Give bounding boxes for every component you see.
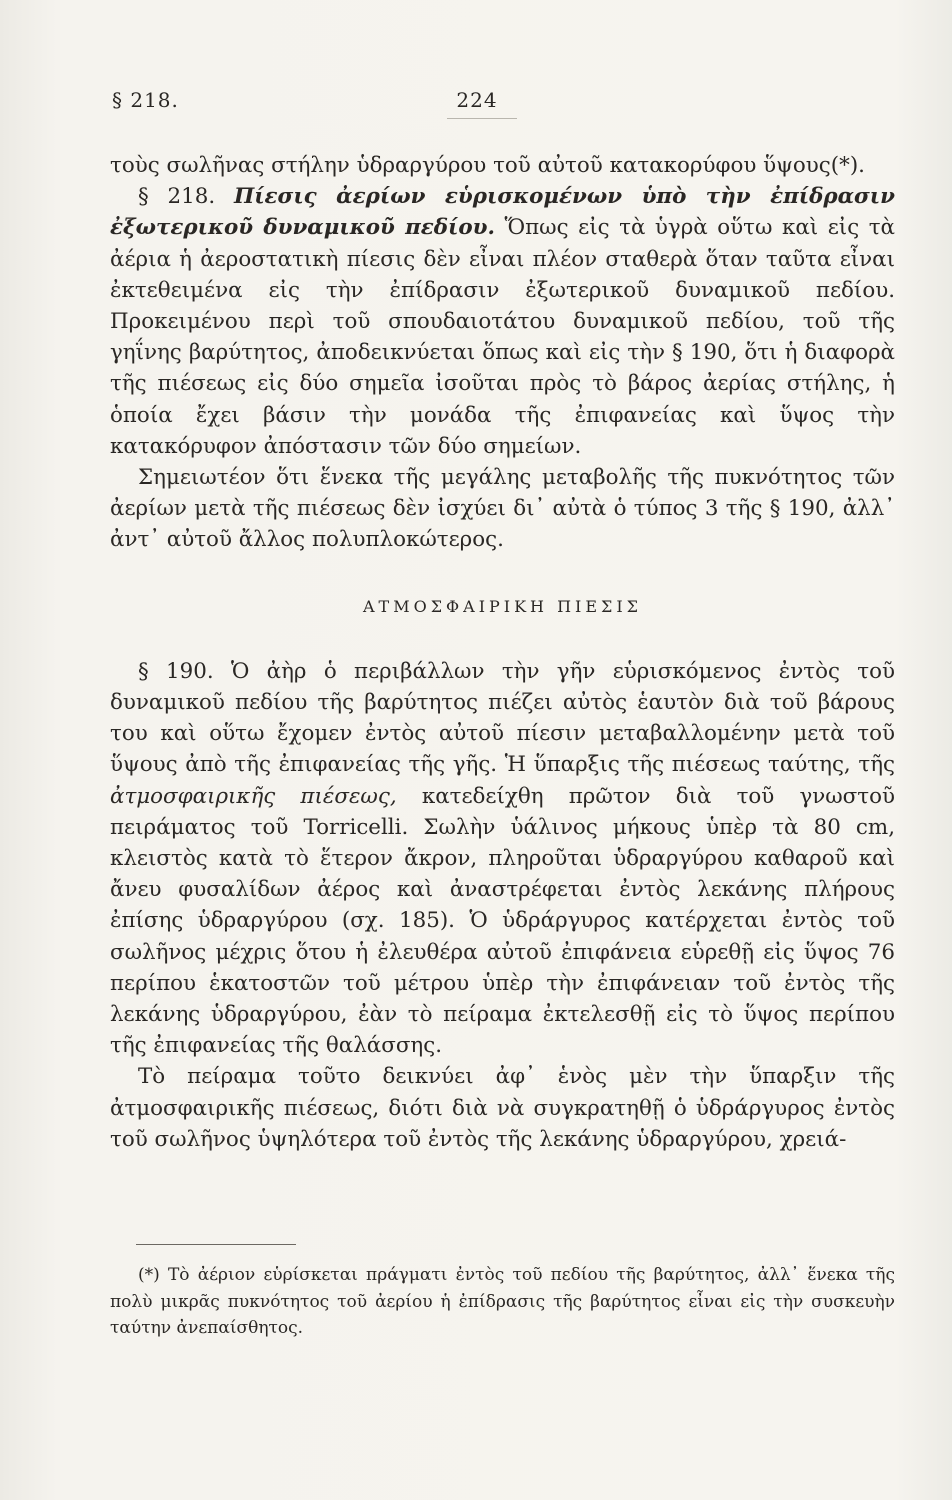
page-header xyxy=(112,88,842,120)
footnote-text: (*) Τὸ ἀέριον εὑρίσκεται πράγματι ἐντὸς τοῦ πεδίου τῆς βαρύτητος, ἀλλ᾽ ἕνεκα τῆς πολὺ μικρᾶς πυκνότητος τοῦ ἀερίου ἡ ἐπίδρασις τῆς βαρύτητος εἶναι εἰς τὴν συσκευὴν ταύτην ἀνεπαίσθητος. xyxy=(110,1265,895,1338)
footnote xyxy=(110,1262,895,1342)
paragraph-218 xyxy=(110,181,895,462)
paragraph-experiment: Τὸ πείραμα τοῦτο δεικνύει ἀφ᾽ ἑνὸς μὲν τὴν ὕπαρξιν τῆς ἀτμοσφαιρικῆς πιέσεως, διότι διὰ νὰ συγκρατηθῇ ὁ ὑδράργυρος ἐντὸς τοῦ σωλῆνος ὑψηλότερα τοῦ ἐντὸς τῆς λεκάνης ὑδραργύρου, χρειά- xyxy=(110,1064,895,1152)
main-text xyxy=(110,150,895,1155)
page-number: 224 xyxy=(456,88,498,112)
section-heading: ΑΤΜΟΣΦΑΙΡΙΚΗ ΠΙΕΣΙΣ xyxy=(362,596,642,616)
running-section: § 218. xyxy=(112,88,179,112)
paragraph-text: Ὅπως εἰς τὰ ὑγρὰ οὕτω καὶ εἰς τὰ ἀέρια ἡ ἀεροστατικὴ πίεσις δὲν εἶναι πλέον σταθερὰ ὅταν ταῦτα εἶναι ἐκτεθειμένα εἰς τὴν ἐπίδρασιν ἐξωτερικοῦ δυναμικοῦ πεδίου. Προκειμένου περὶ τοῦ σπουδαιοτάτου δυναμικοῦ πεδίου, τοῦ τῆς γηΐνης βαρύτητος, ἀποδεικνύεται ὅπως καὶ εἰς τὴν § 190, ὅτι ἡ διαφορὰ τῆς πιέσεως εἰς δύο σημεῖα ἰσοῦται πρὸς τὸ βάρος ἀερίας στήλης, ἡ ὁποία ἔχει βάσιν τὴν μονάδα τῆς ἐπιφανείας καὶ ὕψος τὴν κατακόρυφον ἀπόστασιν τῶν δύο σημείων. xyxy=(110,215,895,459)
header-rule xyxy=(447,118,517,119)
section-number: § 218. xyxy=(138,184,234,210)
paragraph-190 xyxy=(110,656,895,1062)
emphasis-term: ἀτμοσφαιρικῆς πιέσεως, xyxy=(110,783,397,809)
paragraph-note: Σημειωτέον ὅτι ἕνεκα τῆς μεγάλης μεταβολῆς τῆς πυκνότητος τῶν ἀερίων μετὰ τῆς πιέσεως δὲν ἰσχύει δι᾽ αὐτὰ ὁ τύπος 3 τῆς § 190, ἀλλ᾽ ἀντ᾽ αὐτοῦ ἄλλος πολυπλοκώτερος. xyxy=(110,465,895,553)
paragraph-text: § 190. Ὁ ἀὴρ ὁ περιβάλλων τὴν γῆν εὑρισκόμενος ἐντὸς τοῦ δυναμικοῦ πεδίου τῆς βαρύτητος πιέζει αὐτὸς ἑαυτὸν διὰ τοῦ βάρους του καὶ οὕτω ἔχομεν ἐντὸς αὐτοῦ πίεσιν μεταβαλλομένην μετὰ τοῦ ὕψους ἀπὸ τῆς ἐπιφανείας τῆς γῆς. Ἡ ὕπαρξις τῆς πιέσεως ταύτης, τῆς xyxy=(110,658,895,778)
footnote-rule xyxy=(136,1244,296,1245)
section-title: Πίεσις ἀερίων εὑρισκομένων ὑπὸ τὴν ἐπίδρασιν ἐξωτερικοῦ δυναμικοῦ πεδίου. xyxy=(110,184,895,241)
paragraph-continuation: τοὺς σωλῆνας στήλην ὑδραργύρου τοῦ αὐτοῦ κατακορύφου ὕψους(*). xyxy=(110,153,865,178)
paragraph-text: κατεδείχθη πρῶτον διὰ τοῦ γνωστοῦ πειράματος τοῦ Torricelli. Σωλὴν ὑάλινος μήκους ὑπὲρ τὰ 80 cm, κλειστὸς κατὰ τὸ ἕτερον ἄκρον, πληροῦται ὑδραργύρου καθαροῦ καὶ ἄνευ φυσαλίδων ἀέρος καὶ ἀναστρέφεται ἐντὸς λεκάνης πλήρους ἐπίσης ὑδραργύρου (σχ. 185). Ὁ ὑδράργυρος κατέρχεται ἐντὸς τοῦ σωλῆνος μέχρις ὅτου ἡ ἐλευθέρα αὐτοῦ ἐπιφάνεια εὑρεθῇ εἰς ὕψος 76 περίπου ἑκατοστῶν τοῦ μέτρου ὑπὲρ τὴν ἐπιφάνειαν τοῦ ἐντὸς τῆς λεκάνης ὑδραργύρου, ἐὰν τὸ πείραμα ἐκτελεσθῇ εἰς τὸ ὕψος περίπου τῆς ἐπιφανείας τῆς θαλάσσης. xyxy=(110,783,896,1059)
